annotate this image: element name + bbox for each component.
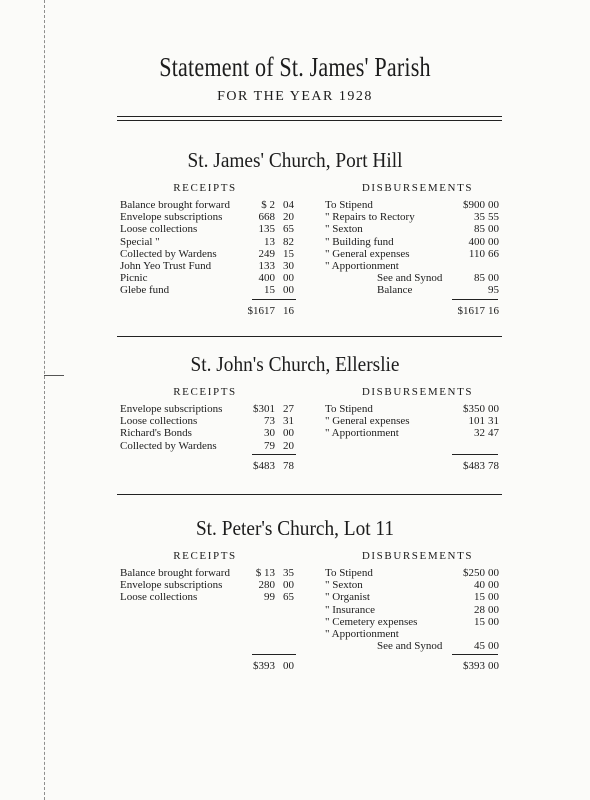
disbursement-label: " Cemetery expenses xyxy=(325,615,418,628)
receipt-row xyxy=(120,236,303,248)
receipt-cents: 31 xyxy=(283,415,294,428)
receipt-dollars: $ 2 xyxy=(261,199,275,211)
title-rule-top xyxy=(117,116,502,117)
receipt-cents: 65 xyxy=(283,591,294,604)
disbursement-dollars: 15 xyxy=(474,615,485,628)
disbursement-cents: 00 xyxy=(488,403,499,415)
receipt-label: Balance brought forward xyxy=(120,567,230,579)
receipts-total-cents: 16 xyxy=(283,304,294,317)
disbursement-dollars: 45 xyxy=(474,640,485,653)
disbursement-cents: 31 xyxy=(488,415,499,428)
receipts-heading: RECEIPTS xyxy=(173,182,237,194)
receipts-total-cents: 00 xyxy=(283,660,294,673)
disbursement-row xyxy=(325,591,508,603)
disbursement-dollars: 400 xyxy=(468,235,485,248)
receipt-label: Envelope subscriptions xyxy=(120,211,223,224)
receipt-cents: 04 xyxy=(283,199,294,211)
disbursement-cents: 95 xyxy=(488,284,499,297)
disbursement-label: " Sexton xyxy=(325,223,363,236)
receipt-dollars: 668 xyxy=(258,211,275,224)
disbursement-cents: 00 xyxy=(488,567,499,579)
disbursement-row xyxy=(325,415,508,427)
receipt-row xyxy=(120,260,303,272)
receipt-label: Loose collections xyxy=(120,591,198,604)
receipt-cents: 30 xyxy=(283,260,294,272)
page-title: Statement of St. James' Parish xyxy=(159,52,431,82)
receipt-cents: 00 xyxy=(283,427,294,440)
disbursement-label: " Sexton xyxy=(325,579,363,592)
disbursement-row xyxy=(325,284,508,296)
receipt-row xyxy=(120,211,303,223)
receipt-row xyxy=(120,272,303,284)
receipt-row xyxy=(120,223,303,235)
receipt-dollars: 30 xyxy=(264,427,275,440)
receipt-row xyxy=(120,579,303,591)
disbursement-row xyxy=(325,236,508,248)
receipt-dollars: 280 xyxy=(258,579,275,592)
disbursements-sum-line xyxy=(452,454,498,455)
receipts-total-row xyxy=(120,305,303,317)
disbursement-row xyxy=(325,616,508,628)
disbursement-cents: 00 xyxy=(488,223,499,236)
receipts-total-dollars: $393 xyxy=(253,660,275,673)
receipt-cents: 00 xyxy=(283,272,294,285)
disbursement-label: " Apportionment xyxy=(325,260,399,272)
disbursement-row xyxy=(325,427,508,439)
disbursement-label: " Apportionment xyxy=(325,427,399,440)
disbursement-row xyxy=(325,199,508,211)
receipt-label: Special " xyxy=(120,235,160,248)
disbursement-label: " General expenses xyxy=(325,247,410,260)
receipt-cents: 00 xyxy=(283,284,294,297)
receipt-cents: 35 xyxy=(283,567,294,579)
receipts-heading: RECEIPTS xyxy=(173,386,237,398)
page-subtitle: FOR THE YEAR 1928 xyxy=(217,89,373,104)
disbursement-row xyxy=(325,403,508,415)
disbursement-label: " Organist xyxy=(325,591,370,604)
receipt-label: Balance brought forward xyxy=(120,199,230,211)
disbursement-row xyxy=(325,640,508,652)
disbursements-total-cents: 78 xyxy=(488,459,499,472)
church-heading: St. John's Church, Ellerslie xyxy=(190,352,400,376)
disbursement-dollars: $350 xyxy=(463,403,485,415)
disbursement-label: To Stipend xyxy=(325,403,373,415)
receipt-cents: 15 xyxy=(283,247,294,260)
disbursement-dollars: 40 xyxy=(474,579,485,592)
receipt-cents: 82 xyxy=(283,235,294,248)
church-heading: St. James' Church, Port Hill xyxy=(187,148,403,172)
receipt-row xyxy=(120,440,303,452)
disbursement-row xyxy=(325,579,508,591)
receipts-total-cents: 78 xyxy=(283,459,294,472)
church-heading: St. Peter's Church, Lot 11 xyxy=(195,516,395,540)
disbursement-label: " Apportionment xyxy=(325,628,399,640)
receipt-label: Picnic xyxy=(120,272,148,285)
receipts-heading: RECEIPTS xyxy=(173,550,237,562)
section-divider xyxy=(117,494,502,495)
disbursements-total-cents: 16 xyxy=(488,304,499,317)
disbursement-cents: 00 xyxy=(488,579,499,592)
disbursement-dollars: 101 xyxy=(468,415,485,428)
receipt-row xyxy=(120,591,303,603)
disbursement-cents: 00 xyxy=(488,235,499,248)
disbursement-dollars: 110 xyxy=(468,247,485,260)
receipts-total-row xyxy=(120,660,303,672)
disbursement-label: To Stipend xyxy=(325,199,373,211)
receipt-cents: 00 xyxy=(283,579,294,592)
receipt-label: Loose collections xyxy=(120,415,198,428)
title-rule-bottom xyxy=(117,120,502,121)
disbursement-cents: 47 xyxy=(488,427,499,440)
disbursement-cents: 66 xyxy=(488,247,499,260)
disbursements-total-row xyxy=(325,305,508,317)
disbursement-row xyxy=(325,248,508,260)
receipt-dollars: 133 xyxy=(258,260,275,272)
disbursement-dollars: 28 xyxy=(474,603,485,616)
disbursement-row xyxy=(325,272,508,284)
disbursement-dollars: 32 xyxy=(474,427,485,440)
disbursements-heading: DISBURSEMENTS xyxy=(361,182,474,194)
disbursement-row xyxy=(325,260,508,272)
disbursement-label: " Building fund xyxy=(325,235,394,248)
disbursement-cents: 00 xyxy=(488,603,499,616)
disbursement-label: " Insurance xyxy=(325,603,375,616)
receipt-cents: 20 xyxy=(283,211,294,224)
disbursement-cents: 00 xyxy=(488,272,499,285)
receipt-label: Glebe fund xyxy=(120,284,170,297)
disbursement-cents: 00 xyxy=(488,199,499,211)
disbursements-total-dollars: $1617 xyxy=(457,304,485,317)
receipt-dollars: 79 xyxy=(264,439,275,452)
disbursement-dollars: 35 xyxy=(474,211,485,224)
receipt-row xyxy=(120,284,303,296)
receipt-label: Collected by Wardens xyxy=(120,247,217,260)
receipts-sum-line xyxy=(252,454,296,455)
disbursements-sum-line xyxy=(452,654,498,655)
disbursements-total-cents: 00 xyxy=(488,660,499,673)
disbursements-heading: DISBURSEMENTS xyxy=(361,386,474,398)
section-divider xyxy=(117,336,502,337)
disbursement-row xyxy=(325,567,508,579)
receipt-dollars: $301 xyxy=(253,403,275,415)
receipts-total-dollars: $483 xyxy=(253,459,275,472)
disbursement-label: See and Synod xyxy=(377,640,443,653)
disbursement-label: " General expenses xyxy=(325,415,410,428)
receipts-total-dollars: $1617 xyxy=(247,304,275,317)
receipt-dollars: 13 xyxy=(264,235,275,248)
disbursements-total-row xyxy=(325,460,508,472)
disbursement-cents: 55 xyxy=(488,211,499,224)
receipt-label: Collected by Wardens xyxy=(120,439,217,452)
receipt-dollars: 249 xyxy=(258,247,275,260)
receipt-cents: 20 xyxy=(283,439,294,452)
receipt-dollars: 73 xyxy=(264,415,275,428)
receipt-label: Envelope subscriptions xyxy=(120,579,223,592)
receipt-row xyxy=(120,199,303,211)
receipts-total-row xyxy=(120,460,303,472)
receipt-row xyxy=(120,403,303,415)
disbursements-sum-line xyxy=(452,299,498,300)
disbursement-dollars: $900 xyxy=(463,199,485,211)
receipt-cents: 65 xyxy=(283,223,294,236)
receipts-sum-line xyxy=(252,654,296,655)
receipt-row xyxy=(120,248,303,260)
disbursements-total-dollars: $483 xyxy=(463,459,485,472)
receipt-row xyxy=(120,427,303,439)
disbursement-cents: 00 xyxy=(488,615,499,628)
receipt-dollars: 135 xyxy=(258,223,275,236)
receipt-label: Loose collections xyxy=(120,223,198,236)
receipt-dollars: $ 13 xyxy=(255,567,275,579)
receipt-label: Richard's Bonds xyxy=(120,427,192,440)
disbursement-row xyxy=(325,223,508,235)
disbursement-label: " Repairs to Rectory xyxy=(325,211,415,224)
receipt-dollars: 400 xyxy=(258,272,275,285)
disbursements-total-dollars: $393 xyxy=(463,660,485,673)
disbursement-cents: 00 xyxy=(488,591,499,604)
receipt-row xyxy=(120,567,303,579)
disbursements-heading: DISBURSEMENTS xyxy=(361,550,474,562)
disbursement-row xyxy=(325,211,508,223)
disbursement-label: See and Synod xyxy=(377,272,443,285)
disbursement-label: Balance xyxy=(377,284,413,297)
receipts-sum-line xyxy=(252,299,296,300)
disbursement-dollars: 85 xyxy=(474,223,485,236)
disbursement-dollars: $250 xyxy=(463,567,485,579)
binding-margin xyxy=(44,0,45,800)
disbursement-row xyxy=(325,604,508,616)
disbursement-row xyxy=(325,628,508,640)
receipt-label: John Yeo Trust Fund xyxy=(120,260,212,272)
receipt-dollars: 15 xyxy=(264,284,275,297)
receipt-label: Envelope subscriptions xyxy=(120,403,223,415)
receipt-dollars: 99 xyxy=(264,591,275,604)
disbursement-dollars: 15 xyxy=(474,591,485,604)
receipt-row xyxy=(120,415,303,427)
disbursements-total-row xyxy=(325,660,508,672)
disbursement-label: To Stipend xyxy=(325,567,373,579)
receipt-cents: 27 xyxy=(283,403,294,415)
disbursement-dollars: 85 xyxy=(474,272,485,285)
disbursement-cents: 00 xyxy=(488,640,499,653)
